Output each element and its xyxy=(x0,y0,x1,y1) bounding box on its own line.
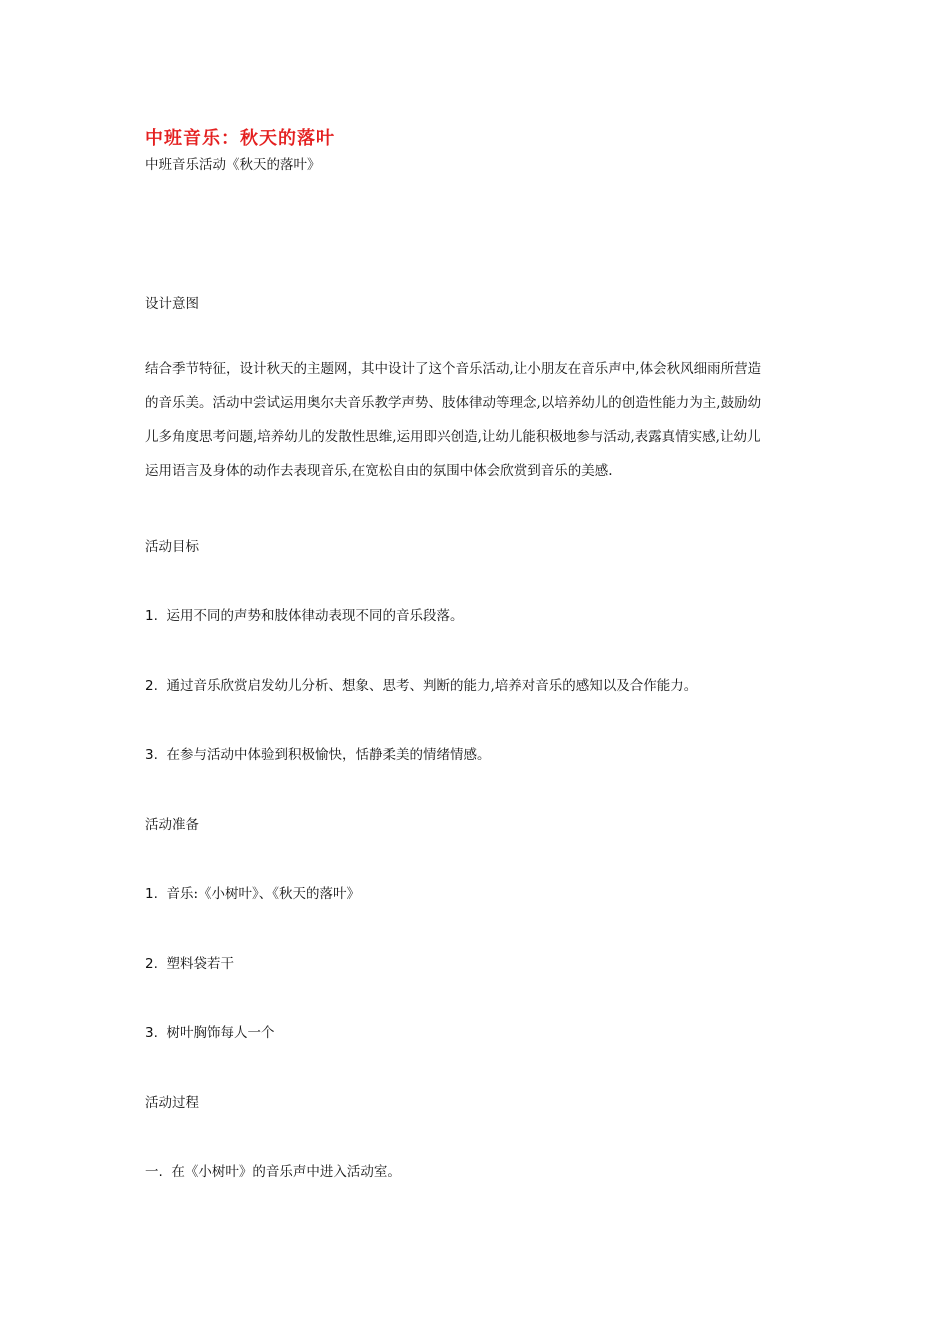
paragraph-line: 儿多角度思考问题,培养幼儿的发散性思维,运用即兴创造,让幼儿能积极地参与活动,表露真情实感,让幼儿 xyxy=(145,429,761,445)
list-text: 树叶胸饰每人一个 xyxy=(166,1025,275,1041)
heading-design-intent: 设计意图 xyxy=(145,296,199,312)
goal-item xyxy=(145,604,463,624)
design-intent-paragraph xyxy=(145,358,810,494)
list-number: 3. xyxy=(145,1025,158,1041)
list-text: 音乐:《小树叶》、《秋天的落叶》 xyxy=(166,886,361,902)
paragraph-line: 的音乐美。活动中尝试运用奥尔夫音乐教学声势、肢体律动等理念,以培养幼儿的创造性能力为主,鼓励幼 xyxy=(145,395,762,411)
list-number: 一. xyxy=(145,1164,163,1180)
heading-activity-process: 活动过程 xyxy=(145,1095,199,1111)
list-text: 通过音乐欣赏启发幼儿分析、想象、思考、判断的能力,培养对音乐的感知以及合作能力。 xyxy=(166,678,698,694)
goal-item xyxy=(145,743,490,763)
list-text: 运用不同的声势和肢体律动表现不同的音乐段落。 xyxy=(166,608,464,624)
document-title: 中班音乐：秋天的落叶 xyxy=(145,128,335,149)
heading-activity-goals: 活动目标 xyxy=(145,539,199,555)
process-item xyxy=(145,1160,401,1180)
list-number: 3. xyxy=(145,747,158,763)
paragraph-line: 运用语言及身体的动作去表现音乐,在宽松自由的氛围中体会欣赏到音乐的美感. xyxy=(145,463,613,479)
document-subtitle: 中班音乐活动《秋天的落叶》 xyxy=(145,157,321,173)
list-number: 1. xyxy=(145,608,158,624)
prep-item xyxy=(145,882,360,902)
list-text: 在《小树叶》的音乐声中进入活动室。 xyxy=(171,1164,401,1180)
list-number: 2. xyxy=(145,956,158,972)
list-number: 1. xyxy=(145,886,158,902)
goal-item xyxy=(145,674,697,694)
prep-item xyxy=(145,952,234,972)
list-number: 2. xyxy=(145,678,158,694)
heading-activity-prep: 活动准备 xyxy=(145,817,199,833)
paragraph-line: 结合季节特征，设计秋天的主题网，其中设计了这个音乐活动,让小朋友在音乐声中,体会秋风细雨所营造 xyxy=(145,361,762,377)
prep-item xyxy=(145,1021,274,1041)
list-text: 在参与活动中体验到积极愉快，恬静柔美的情绪情感。 xyxy=(166,747,491,763)
list-text: 塑料袋若干 xyxy=(166,956,234,972)
